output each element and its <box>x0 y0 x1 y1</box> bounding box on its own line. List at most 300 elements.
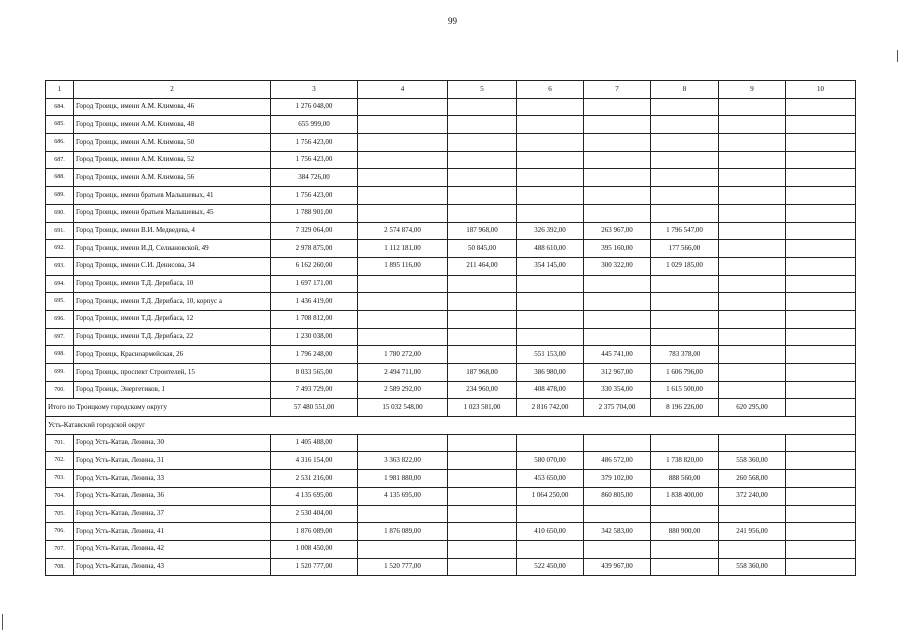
value-cell: 1 756 423,00 <box>271 134 358 152</box>
table-row <box>46 452 856 470</box>
value-cell <box>584 505 651 523</box>
column-header: 7 <box>584 81 651 99</box>
scan-mark <box>897 50 898 62</box>
value-cell: 880 900,00 <box>651 523 719 541</box>
scan-mark <box>2 614 3 630</box>
value-cell <box>448 310 517 328</box>
value-cell <box>517 310 584 328</box>
value-cell: 1 405 488,00 <box>271 434 358 452</box>
table-row <box>46 523 856 541</box>
value-cell <box>651 558 719 576</box>
header-row <box>46 81 856 99</box>
value-cell <box>786 187 856 205</box>
total-cell <box>786 399 856 417</box>
value-cell: 3 363 822,00 <box>358 452 448 470</box>
row-number: 684. <box>46 98 74 116</box>
table-row <box>46 540 856 558</box>
value-cell: 7 329 064,00 <box>271 222 358 240</box>
table-row <box>46 240 856 258</box>
value-cell: 1 895 116,00 <box>358 257 448 275</box>
value-cell <box>448 346 517 364</box>
row-number: 704. <box>46 487 74 505</box>
value-cell: 2 531 216,00 <box>271 470 358 488</box>
value-cell <box>448 558 517 576</box>
value-cell <box>448 540 517 558</box>
total-cell: 1 023 581,00 <box>448 399 517 417</box>
value-cell <box>584 310 651 328</box>
column-header: 3 <box>271 81 358 99</box>
value-cell <box>786 381 856 399</box>
value-cell: 453 650,00 <box>517 470 584 488</box>
value-cell <box>719 134 786 152</box>
value-cell: 522 450,00 <box>517 558 584 576</box>
row-number: 706. <box>46 523 74 541</box>
value-cell <box>358 187 448 205</box>
table-row <box>46 98 856 116</box>
value-cell: 655 999,00 <box>271 116 358 134</box>
address-cell: Город Троицк, имени Т.Д. Дерибаса, 12 <box>74 310 271 328</box>
value-cell: 1 796 547,00 <box>651 222 719 240</box>
value-cell <box>651 293 719 311</box>
value-cell <box>651 151 719 169</box>
row-number: 699. <box>46 364 74 382</box>
value-cell <box>517 134 584 152</box>
value-cell <box>448 434 517 452</box>
table-row <box>46 222 856 240</box>
table-row <box>46 346 856 364</box>
table-row <box>46 364 856 382</box>
value-cell <box>786 275 856 293</box>
value-cell: 1 738 820,00 <box>651 452 719 470</box>
value-cell <box>517 434 584 452</box>
value-cell: 384 726,00 <box>271 169 358 187</box>
address-cell: Город Троицк, имени А.М. Климова, 50 <box>74 134 271 152</box>
value-cell <box>651 310 719 328</box>
value-cell <box>584 434 651 452</box>
address-cell: Город Усть-Катав, Ленина, 43 <box>74 558 271 576</box>
address-cell: Город Троицк, имени С.И. Денисова, 34 <box>74 257 271 275</box>
value-cell <box>358 434 448 452</box>
value-cell <box>651 540 719 558</box>
address-cell: Город Усть-Катав, Ленина, 42 <box>74 540 271 558</box>
value-cell <box>517 275 584 293</box>
row-number: 698. <box>46 346 74 364</box>
value-cell <box>786 204 856 222</box>
value-cell <box>448 505 517 523</box>
value-cell: 558 360,00 <box>719 452 786 470</box>
value-cell <box>719 98 786 116</box>
value-cell <box>584 151 651 169</box>
row-number: 707. <box>46 540 74 558</box>
value-cell: 234 960,00 <box>448 381 517 399</box>
value-cell <box>651 169 719 187</box>
address-cell: Город Троицк, проспект Строителей, 15 <box>74 364 271 382</box>
row-number: 705. <box>46 505 74 523</box>
value-cell <box>584 98 651 116</box>
value-cell <box>448 470 517 488</box>
value-cell <box>448 523 517 541</box>
value-cell: 888 560,00 <box>651 470 719 488</box>
value-cell <box>719 505 786 523</box>
value-cell <box>651 275 719 293</box>
table-row <box>46 328 856 346</box>
address-cell: Город Троицк, имени В.И. Медведева, 4 <box>74 222 271 240</box>
row-number: 685. <box>46 116 74 134</box>
value-cell <box>584 204 651 222</box>
value-cell <box>358 293 448 311</box>
value-cell: 1 112 181,00 <box>358 240 448 258</box>
address-cell: Город Усть-Катав, Ленина, 30 <box>74 434 271 452</box>
table-row <box>46 204 856 222</box>
total-cell: 620 295,00 <box>719 399 786 417</box>
value-cell <box>719 310 786 328</box>
value-cell <box>719 204 786 222</box>
value-cell <box>517 187 584 205</box>
value-cell: 1 981 880,00 <box>358 470 448 488</box>
table-row <box>46 434 856 452</box>
address-cell: Город Троицк, имени Т.Д. Дерибаса, 22 <box>74 328 271 346</box>
value-cell <box>448 487 517 505</box>
table-body <box>46 98 856 576</box>
value-cell <box>651 187 719 205</box>
value-cell: 488 610,00 <box>517 240 584 258</box>
value-cell <box>358 134 448 152</box>
value-cell <box>358 328 448 346</box>
value-cell <box>786 487 856 505</box>
value-cell <box>448 98 517 116</box>
value-cell: 1 708 812,00 <box>271 310 358 328</box>
value-cell <box>719 222 786 240</box>
column-header: 10 <box>786 81 856 99</box>
value-cell <box>651 134 719 152</box>
value-cell <box>584 187 651 205</box>
value-cell <box>584 540 651 558</box>
column-header: 8 <box>651 81 719 99</box>
value-cell <box>358 204 448 222</box>
column-header: 6 <box>517 81 584 99</box>
value-cell: 1 230 038,00 <box>271 328 358 346</box>
value-cell <box>448 204 517 222</box>
value-cell: 410 650,00 <box>517 523 584 541</box>
value-cell: 1 064 250,00 <box>517 487 584 505</box>
value-cell: 187 968,00 <box>448 222 517 240</box>
value-cell <box>448 134 517 152</box>
value-cell <box>719 240 786 258</box>
row-number: 700. <box>46 381 74 399</box>
address-cell: Город Троицк, имени братьев Малышевых, 41 <box>74 187 271 205</box>
value-cell <box>786 98 856 116</box>
table-row <box>46 151 856 169</box>
value-cell <box>448 151 517 169</box>
value-cell <box>786 523 856 541</box>
value-cell: 379 102,00 <box>584 470 651 488</box>
value-cell <box>786 452 856 470</box>
row-number: 694. <box>46 275 74 293</box>
value-cell: 8 033 565,00 <box>271 364 358 382</box>
value-cell <box>719 187 786 205</box>
value-cell: 4 316 154,00 <box>271 452 358 470</box>
value-cell: 2 530 404,00 <box>271 505 358 523</box>
value-cell: 860 805,00 <box>584 487 651 505</box>
value-cell: 354 145,00 <box>517 257 584 275</box>
value-cell <box>448 452 517 470</box>
total-cell: 2 375 704,00 <box>584 399 651 417</box>
row-number: 693. <box>46 257 74 275</box>
value-cell: 6 162 260,00 <box>271 257 358 275</box>
value-cell <box>719 540 786 558</box>
value-cell: 1 838 400,00 <box>651 487 719 505</box>
value-cell: 1 436 419,00 <box>271 293 358 311</box>
value-cell <box>358 98 448 116</box>
value-cell <box>517 505 584 523</box>
value-cell <box>584 328 651 346</box>
value-cell <box>517 328 584 346</box>
table-row <box>46 505 856 523</box>
value-cell <box>584 116 651 134</box>
value-cell <box>786 240 856 258</box>
value-cell: 1 029 185,00 <box>651 257 719 275</box>
value-cell <box>358 169 448 187</box>
value-cell: 395 160,00 <box>584 240 651 258</box>
value-cell <box>517 540 584 558</box>
address-cell: Город Троицк, имени И.Д. Селиановской, 49 <box>74 240 271 258</box>
value-cell: 580 070,00 <box>517 452 584 470</box>
address-cell: Город Троицк, Энергетиков, 1 <box>74 381 271 399</box>
value-cell <box>719 381 786 399</box>
value-cell: 408 478,00 <box>517 381 584 399</box>
value-cell: 1 615 500,00 <box>651 381 719 399</box>
value-cell <box>719 169 786 187</box>
value-cell <box>651 204 719 222</box>
value-cell <box>517 116 584 134</box>
address-cell: Город Усть-Катав, Ленина, 36 <box>74 487 271 505</box>
row-number: 696. <box>46 310 74 328</box>
value-cell: 1 756 423,00 <box>271 187 358 205</box>
address-cell: Город Усть-Катав, Ленина, 37 <box>74 505 271 523</box>
value-cell <box>719 328 786 346</box>
value-cell <box>719 293 786 311</box>
value-cell: 260 568,00 <box>719 470 786 488</box>
value-cell: 1 697 171,00 <box>271 275 358 293</box>
address-cell: Город Троицк, Красноармейская, 26 <box>74 346 271 364</box>
row-number: 697. <box>46 328 74 346</box>
value-cell: 551 153,00 <box>517 346 584 364</box>
value-cell: 2 589 292,00 <box>358 381 448 399</box>
value-cell <box>517 204 584 222</box>
total-label: Итого по Троицкому городскому округу <box>46 399 271 417</box>
row-number: 695. <box>46 293 74 311</box>
value-cell <box>651 505 719 523</box>
value-cell <box>448 328 517 346</box>
value-cell <box>786 434 856 452</box>
value-cell: 486 572,00 <box>584 452 651 470</box>
value-cell <box>517 169 584 187</box>
value-cell <box>786 257 856 275</box>
total-cell: 2 816 742,00 <box>517 399 584 417</box>
row-number: 686. <box>46 134 74 152</box>
table-row <box>46 257 856 275</box>
address-cell: Город Усть-Катав, Ленина, 41 <box>74 523 271 541</box>
value-cell <box>448 169 517 187</box>
value-cell <box>786 558 856 576</box>
total-cell: 57 480 551,00 <box>271 399 358 417</box>
value-cell <box>719 434 786 452</box>
value-cell: 1 520 777,00 <box>271 558 358 576</box>
address-cell: Город Троицк, имени Т.Д. Дерибаса, 10 <box>74 275 271 293</box>
section-title: Усть-Катавский городской округ <box>46 417 856 435</box>
address-cell: Город Троицк, имени Т.Д. Дерибаса, 10, корпус а <box>74 293 271 311</box>
value-cell <box>786 505 856 523</box>
value-cell <box>448 293 517 311</box>
value-cell <box>448 116 517 134</box>
table-row <box>46 169 856 187</box>
total-row <box>46 399 856 417</box>
value-cell: 1 606 796,00 <box>651 364 719 382</box>
value-cell <box>651 328 719 346</box>
table-row <box>46 116 856 134</box>
value-cell <box>786 151 856 169</box>
value-cell <box>358 505 448 523</box>
value-cell: 50 845,00 <box>448 240 517 258</box>
total-cell: 8 196 226,00 <box>651 399 719 417</box>
table-row <box>46 470 856 488</box>
column-header: 5 <box>448 81 517 99</box>
address-cell: Город Усть-Катав, Ленина, 31 <box>74 452 271 470</box>
table-row <box>46 310 856 328</box>
address-cell: Город Троицк, имени А.М. Климова, 46 <box>74 98 271 116</box>
value-cell <box>719 275 786 293</box>
column-header: 4 <box>358 81 448 99</box>
value-cell <box>584 275 651 293</box>
value-cell <box>584 293 651 311</box>
value-cell: 241 956,00 <box>719 523 786 541</box>
value-cell: 300 322,00 <box>584 257 651 275</box>
value-cell: 326 392,00 <box>517 222 584 240</box>
value-cell <box>719 257 786 275</box>
address-cell: Город Троицк, имени А.М. Климова, 48 <box>74 116 271 134</box>
value-cell: 4 135 695,00 <box>271 487 358 505</box>
value-cell <box>358 116 448 134</box>
row-number: 701. <box>46 434 74 452</box>
value-cell: 4 135 695,00 <box>358 487 448 505</box>
value-cell: 372 240,00 <box>719 487 786 505</box>
table-row <box>46 558 856 576</box>
row-number: 688. <box>46 169 74 187</box>
row-number: 702. <box>46 452 74 470</box>
value-cell: 2 494 711,00 <box>358 364 448 382</box>
value-cell <box>786 134 856 152</box>
row-number: 687. <box>46 151 74 169</box>
value-cell <box>358 275 448 293</box>
address-cell: Город Троицк, имени А.М. Климова, 56 <box>74 169 271 187</box>
value-cell <box>448 187 517 205</box>
value-cell: 177 566,00 <box>651 240 719 258</box>
value-cell: 330 354,00 <box>584 381 651 399</box>
value-cell <box>584 134 651 152</box>
value-cell <box>786 346 856 364</box>
value-cell <box>517 98 584 116</box>
row-number: 689. <box>46 187 74 205</box>
value-cell: 2 574 874,00 <box>358 222 448 240</box>
value-cell <box>517 293 584 311</box>
value-cell: 1 876 089,00 <box>358 523 448 541</box>
row-number: 703. <box>46 470 74 488</box>
row-number: 692. <box>46 240 74 258</box>
row-number: 690. <box>46 204 74 222</box>
section-row <box>46 417 856 435</box>
value-cell <box>358 151 448 169</box>
value-cell: 7 493 729,00 <box>271 381 358 399</box>
value-cell <box>651 434 719 452</box>
value-cell: 1 876 089,00 <box>271 523 358 541</box>
table-row <box>46 134 856 152</box>
value-cell <box>651 116 719 134</box>
value-cell <box>584 169 651 187</box>
value-cell <box>786 470 856 488</box>
row-number: 691. <box>46 222 74 240</box>
value-cell <box>786 540 856 558</box>
value-cell: 1 788 901,00 <box>271 204 358 222</box>
address-cell: Город Троицк, имени братьев Малышевых, 45 <box>74 204 271 222</box>
value-cell <box>786 293 856 311</box>
value-cell <box>719 346 786 364</box>
table-row <box>46 293 856 311</box>
value-cell: 783 378,00 <box>651 346 719 364</box>
value-cell: 1 756 423,00 <box>271 151 358 169</box>
value-cell <box>719 364 786 382</box>
value-cell <box>786 169 856 187</box>
value-cell: 263 967,00 <box>584 222 651 240</box>
value-cell: 312 967,00 <box>584 364 651 382</box>
value-cell <box>786 328 856 346</box>
page-number: 99 <box>448 16 457 26</box>
value-cell <box>358 540 448 558</box>
value-cell <box>719 151 786 169</box>
table-row <box>46 275 856 293</box>
value-cell: 386 980,00 <box>517 364 584 382</box>
value-cell <box>786 364 856 382</box>
value-cell: 1 008 450,00 <box>271 540 358 558</box>
total-cell: 15 032 548,00 <box>358 399 448 417</box>
value-cell: 2 978 875,00 <box>271 240 358 258</box>
value-cell: 1 520 777,00 <box>358 558 448 576</box>
table-row <box>46 187 856 205</box>
value-cell <box>651 98 719 116</box>
value-cell <box>448 275 517 293</box>
value-cell: 211 464,00 <box>448 257 517 275</box>
value-cell: 187 968,00 <box>448 364 517 382</box>
value-cell: 342 583,00 <box>584 523 651 541</box>
value-cell: 445 741,00 <box>584 346 651 364</box>
value-cell <box>786 116 856 134</box>
value-cell <box>517 151 584 169</box>
column-header: 1 <box>46 81 74 99</box>
value-cell: 1 276 048,00 <box>271 98 358 116</box>
row-number: 708. <box>46 558 74 576</box>
value-cell <box>358 310 448 328</box>
table-row <box>46 487 856 505</box>
value-cell: 558 360,00 <box>719 558 786 576</box>
value-cell <box>719 116 786 134</box>
column-header: 2 <box>74 81 271 99</box>
value-cell: 1 780 272,00 <box>358 346 448 364</box>
value-cell: 439 967,00 <box>584 558 651 576</box>
value-cell <box>786 310 856 328</box>
address-cell: Город Усть-Катав, Ленина, 33 <box>74 470 271 488</box>
address-cell: Город Троицк, имени А.М. Климова, 52 <box>74 151 271 169</box>
value-cell: 1 796 248,00 <box>271 346 358 364</box>
data-table <box>45 80 856 576</box>
